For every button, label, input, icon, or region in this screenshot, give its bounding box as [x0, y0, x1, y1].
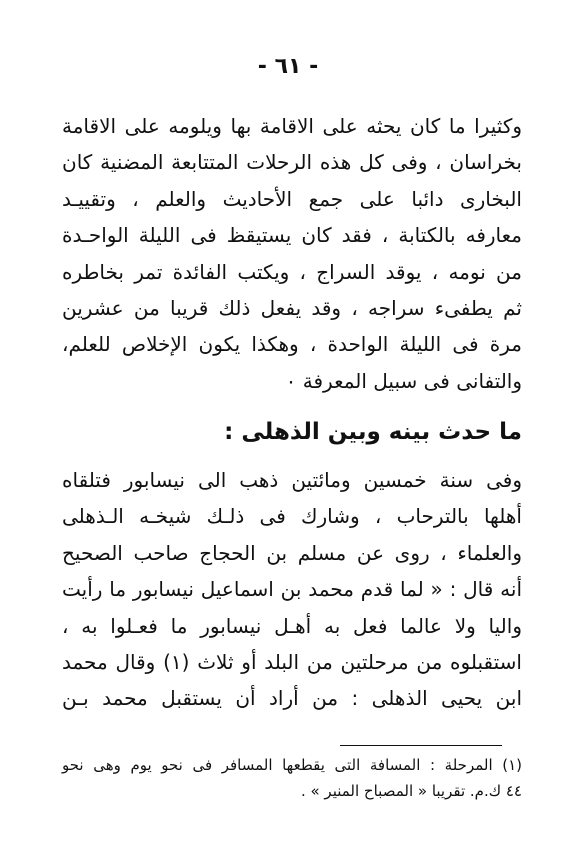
section-heading: ما حدث بينه وبين الذهلى : [224, 419, 522, 445]
page-number: - ٦١ - [257, 54, 319, 79]
footnote-line: ٤٤ ك.م. تقريبا « المصباح المنير » . [300, 782, 522, 800]
text-line: أهلها بالترحاب ، وشارك فى ذلـك شيخـه الـذهلى [62, 504, 522, 529]
text-line: استقبلوه من مرحلتين من البلد أو ثلاث (١) وقال محمد [62, 649, 522, 674]
text-line: وفى سنة خمسين ومائتين ذهب الى نيسابور فتلقاه [62, 468, 522, 492]
text-line: واليا ولا عالما فعل به أهـل نيسابور ما فعـلوا به ، [62, 613, 522, 638]
paragraph-1 [62, 108, 522, 399]
text-line: ثم يطفىء سراجه ، وقد يفعل ذلك قريبا من عشرين [62, 295, 522, 320]
text-line: والعلماء ، روى عن مسلم بن الحجاج صاحب الصحيح [62, 540, 522, 565]
text-line: وكثيرا ما كان يحثه على الاقامة بها ويلومه على الاقامة [62, 114, 522, 138]
text-line: البخارى دائبا على جمع الأحاديث والعلم ، وتقييـد [62, 186, 522, 211]
text-line: مرة فى الليلة الواحدة ، وهكذا يكون الإخلاص للعلم، [62, 332, 522, 357]
text-line: ابن يحيى الذهلى : من أراد أن يستقبل محمد بـن [62, 686, 522, 711]
text-line: بخراسان ، وفى كل هذه الرحلات المتتابعة المضنية كان [62, 150, 522, 175]
paragraph-2 [62, 462, 522, 717]
text-line: معارفه بالكتابة ، فقد كان يستيقظ فى الليلة الواحـدة [62, 223, 522, 248]
text-line: من نومه ، يوقد السراج ، ويكتب الفائدة تمر بخاطره [62, 259, 522, 284]
text-line: والتفانى فى سبيل المعرفة ٠ [285, 368, 522, 393]
text-line: أنه قال : « لما قدم محمد بن اسماعيل نيسابور ما رأيت [62, 577, 522, 602]
footnotes [62, 752, 522, 804]
footnote-line: (١) المرحلة : المسافة التى يقطعها المسافر فى نحو يوم وهى نحو [62, 756, 522, 774]
footnote-divider [340, 745, 502, 746]
